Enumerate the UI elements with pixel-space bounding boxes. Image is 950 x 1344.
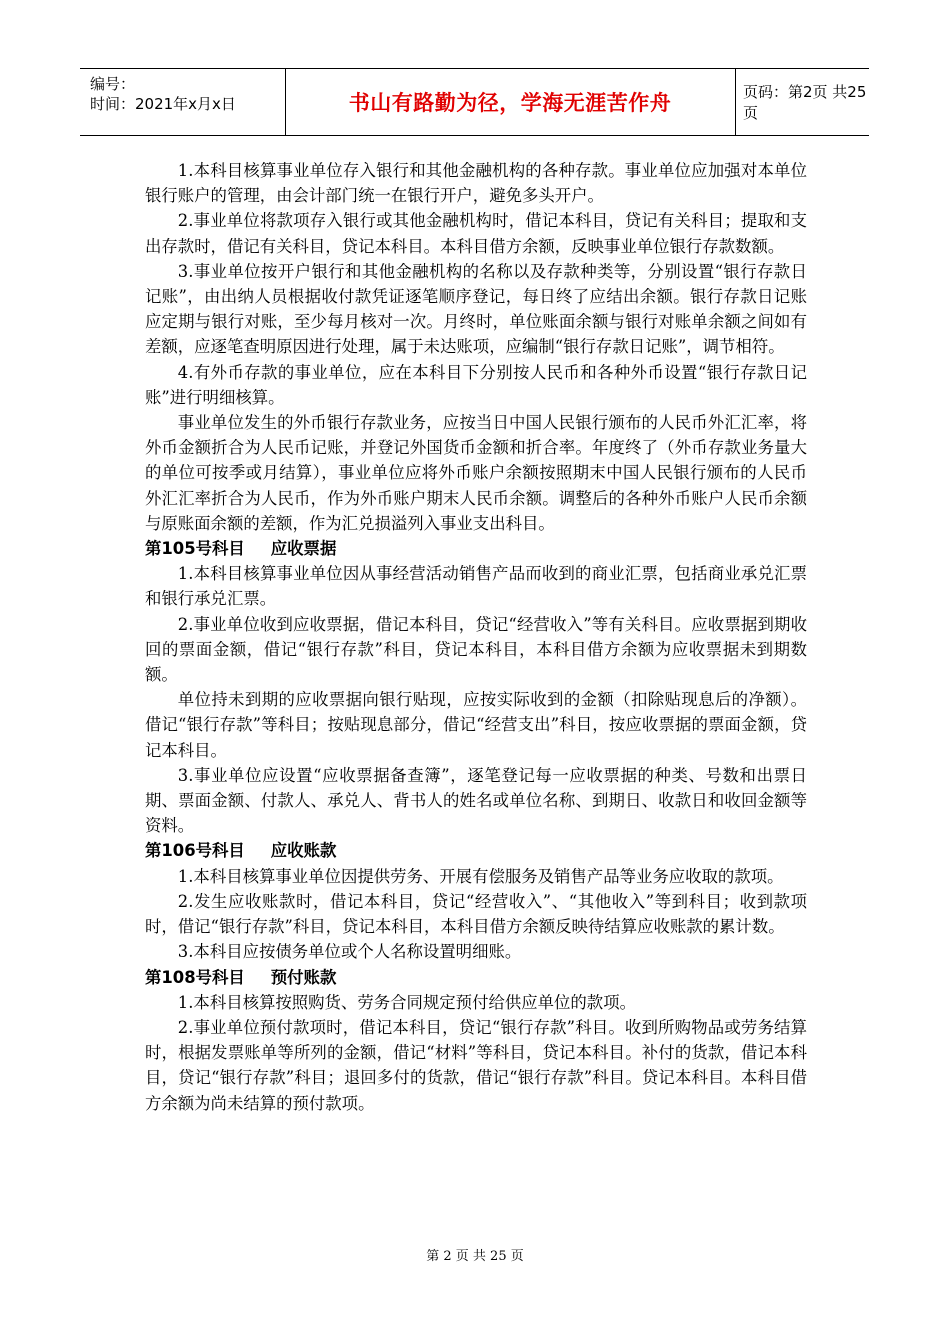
body-paragraph: 2.事业单位将款项存入银行或其他金融机构时，借记本科目，贷记有关科目；提取和支出存款时，借记有关科目，贷记本科目。本科目借方余额，反映事业单位银行存款数额。 [145, 211, 807, 256]
body-paragraph: 1.本科目核算事业单位因提供劳务、开展有偿服务及销售产品等业务应收取的款项。 [177, 866, 784, 886]
header-page-info: 页码：第2页 共25页 [743, 83, 867, 122]
header-meta [80, 69, 285, 135]
section-title: 预付账款 [270, 967, 337, 987]
page-footer: 第 2 页 共 25 页 [426, 1249, 524, 1264]
section-heading [145, 838, 807, 863]
body-paragraph: 2.事业单位预付款项时，借记本科目，贷记“银行存款”科目。收到所购物品或劳务结算时，根据发票账单等所列的金额，借记“材料”等科目，贷记本科目。补付的货款，借记本科目，贷记“银行存款”科目；退回多付的货款，借记“银行存款”科目。贷记本科目。本科目借方余额为尚未结算的预付款项。 [145, 1017, 807, 1113]
body-paragraph: 4.有外币存款的事业单位，应在本科目下分别按人民币和各种外币设置“银行存款日记账”进行明细核算。 [145, 362, 807, 407]
section-number: 第105号科目 [145, 539, 245, 559]
section-title: 应收票据 [270, 539, 337, 559]
section-number: 第106号科目 [145, 841, 245, 861]
body-paragraph: 2.事业单位收到应收票据，借记本科目，贷记“经营收入”等有关科目。应收票据到期收回的票面金额，借记“银行存款”科目，贷记本科目，本科目借方余额为应收票据未到期数额。 [145, 614, 807, 685]
body-paragraph: 1.本科目核算事业单位因从事经营活动销售产品而收到的商业汇票，包括商业承兑汇票和银行承兑汇票。 [145, 564, 807, 609]
body-paragraph: 1.本科目核算事业单位存入银行和其他金融机构的各种存款。事业单位应加强对本单位银行账户的管理，由会计部门统一在银行开户，避免多头开户。 [145, 161, 807, 206]
body-paragraph: 3.事业单位按开户银行和其他金融机构的名称以及存款种类等，分别设置“银行存款日记账”，由出纳人员根据收付款凭证逐笔顺序登记，每日终了应结出余额。银行存款日记账应定期与银行对账，至少每月核对一次。月终时，单位账面余额与银行对账单余额之间如有差额，应逐笔查明原因进行处理，属于未达账项，应编制“银行存款日记账”，调节相符。 [145, 261, 807, 357]
body-paragraph: 3.本科目应按债务单位或个人名称设置明细账。 [177, 942, 522, 962]
page-header [80, 68, 869, 136]
section-number: 第108号科目 [145, 967, 245, 987]
body-paragraph: 事业单位发生的外币银行存款业务，应按当日中国人民银行颁布的人民币外汇汇率，将外币金额折合为人民币记账，并登记外国货币金额和折合率。年度终了（外币存款业务量大的单位可按季或月结算），事业单位应将外币账户余额按照期末中国人民银行颁布的人民币外汇汇率折合为人民币，作为外币账户期末人民币余额。调整后的各种外币账户人民币余额与原账面余额的差额，作为汇兑损溢列入事业支出科目。 [145, 413, 807, 533]
section-heading [145, 965, 807, 990]
header-motto: 书山有路勤为径，学海无涯苦作舟 [348, 91, 672, 115]
document-body [145, 158, 807, 1116]
body-paragraph: 3.事业单位应设置“应收票据备查簿”，逐笔登记每一应收票据的种类、号数和出票日期、票面金额、付款人、承兑人、背书人的姓名或单位名称、到期日、收款日和收回金额等资料。 [145, 765, 807, 836]
body-paragraph: 单位持未到期的应收票据向银行贴现，应按实际收到的金额（扣除贴现息后的净额）。借记“银行存款”等科目；按贴现息部分，借记“经营支出”科目，按应收票据的票面金额，贷记本科目。 [145, 690, 807, 760]
doc-number-label: 编号： [90, 75, 136, 93]
body-paragraph: 2.发生应收账款时，借记本科目，贷记“经营收入”、“其他收入”等到科目；收到款项时，借记“银行存款”科目，贷记本科目，本科目借方余额反映待结算应收账款的累计数。 [145, 891, 807, 937]
section-title: 应收账款 [270, 841, 337, 861]
body-paragraph: 1.本科目核算按照购货、劳务合同规定预付给供应单位的款项。 [177, 992, 636, 1012]
section-heading [145, 536, 807, 561]
doc-date-label: 时间：2021年x月x日 [90, 95, 236, 113]
